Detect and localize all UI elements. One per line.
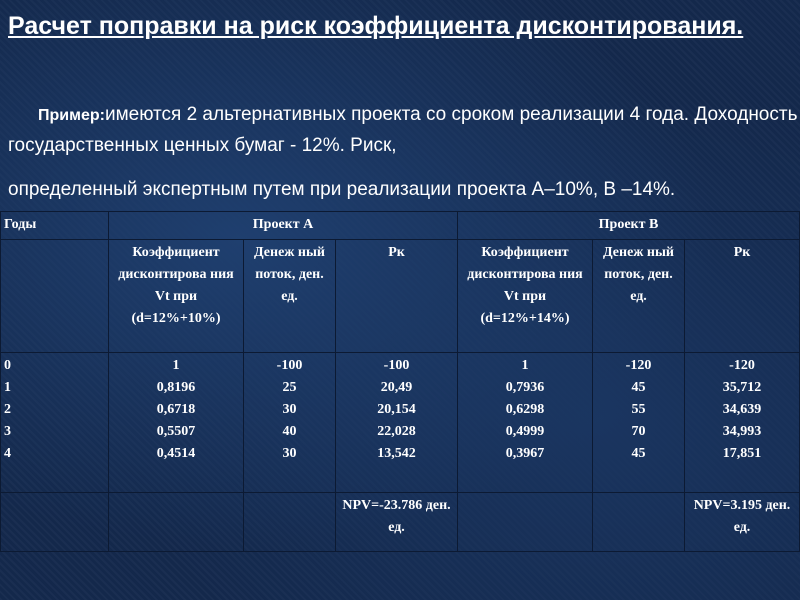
npv-empty xyxy=(1,492,109,551)
a-coef-value: 0,5507 xyxy=(156,423,196,439)
npv-table xyxy=(0,211,800,552)
b-pk-value: 34,639 xyxy=(722,401,762,417)
npv-empty xyxy=(244,492,336,551)
a-pk-value: -100 xyxy=(383,357,410,373)
year-value: 0 xyxy=(4,357,11,373)
b-coef-value: 0,7936 xyxy=(505,379,545,395)
a-flow-value: -100 xyxy=(276,357,303,373)
cell-years xyxy=(1,352,109,492)
header-years: Годы xyxy=(1,212,109,240)
slide-title: Расчет поправки на риск коэффициента дисконтирования. xyxy=(8,12,744,40)
a-flow-value: 40 xyxy=(282,423,297,439)
cell-b-flow xyxy=(593,352,685,492)
subheader-a-flow: Денеж ный поток, ден. ед. xyxy=(244,239,336,352)
intro-line-1-text: имеются 2 альтернативных проекта со сроком реализации 4 года. Доходность государственных ценных бумаг - 12%. Риск, xyxy=(8,104,798,156)
b-pk-value: 17,851 xyxy=(722,445,762,461)
a-pk-value: 20,49 xyxy=(380,379,413,395)
subheader-empty xyxy=(1,239,109,352)
a-coef-value: 0,6718 xyxy=(156,401,196,417)
a-coef-value: 0,8196 xyxy=(156,379,196,395)
subheader-a-coef: Коэффициент дисконтирова ния Vt при (d=12%+10%) xyxy=(109,239,244,352)
b-flow-value: -120 xyxy=(625,357,652,373)
npv-empty xyxy=(458,492,593,551)
npv-b-cell: NPV=3.195 ден. ед. xyxy=(685,492,800,551)
a-coef-value: 0,4514 xyxy=(156,445,196,461)
subheader-b-coef: Коэффициент дисконтирова ния Vt при (d=12%+14%) xyxy=(458,239,593,352)
a-coef-value: 1 xyxy=(172,357,180,373)
a-pk-value: 13,542 xyxy=(377,445,416,461)
cell-a-flow xyxy=(244,352,336,492)
table-header-row xyxy=(1,212,800,240)
table-data-row xyxy=(1,352,800,492)
b-coef-value: 0,3967 xyxy=(505,445,545,461)
b-coef-value: 1 xyxy=(521,357,529,373)
b-flow-value: 45 xyxy=(631,379,646,395)
intro-line-2: определенный экспертным путем при реализации проекта А–10%, В –14%. xyxy=(8,179,676,200)
a-pk-value: 22,028 xyxy=(377,423,416,439)
subheader-b-pk: Рк xyxy=(685,239,800,352)
b-flow-value: 45 xyxy=(631,445,646,461)
year-value: 4 xyxy=(4,445,11,461)
a-pk-value: 20,154 xyxy=(377,401,416,417)
b-pk-value: 35,712 xyxy=(722,379,762,395)
b-flow-value: 70 xyxy=(631,423,646,439)
a-flow-value: 25 xyxy=(282,379,297,395)
cell-b-pk xyxy=(685,352,800,492)
table-subheader-row xyxy=(1,239,800,352)
npv-empty xyxy=(593,492,685,551)
b-flow-value: 55 xyxy=(631,401,646,417)
b-coef-value: 0,6298 xyxy=(505,401,545,417)
example-label: Пример: xyxy=(38,107,105,124)
subheader-a-pk: Рк xyxy=(336,239,458,352)
cell-a-pk xyxy=(336,352,458,492)
year-value: 1 xyxy=(4,379,11,395)
header-project-b: Проект В xyxy=(458,212,800,240)
intro-text xyxy=(8,100,798,205)
npv-a-cell: NPV=-23.786 ден. ед. xyxy=(336,492,458,551)
b-pk-value: -120 xyxy=(729,357,755,373)
b-pk-value: 34,993 xyxy=(722,423,762,439)
a-flow-value: 30 xyxy=(282,445,297,461)
b-coef-value: 0,4999 xyxy=(505,423,545,439)
header-project-a: Проект А xyxy=(109,212,458,240)
year-value: 2 xyxy=(4,401,11,417)
npv-empty xyxy=(109,492,244,551)
intro-line-1 xyxy=(8,100,798,161)
table-npv-row xyxy=(1,492,800,551)
a-flow-value: 30 xyxy=(282,401,297,417)
cell-a-coef xyxy=(109,352,244,492)
subheader-b-flow: Денеж ный поток, ден. ед. xyxy=(593,239,685,352)
year-value: 3 xyxy=(4,423,11,439)
cell-b-coef xyxy=(458,352,593,492)
